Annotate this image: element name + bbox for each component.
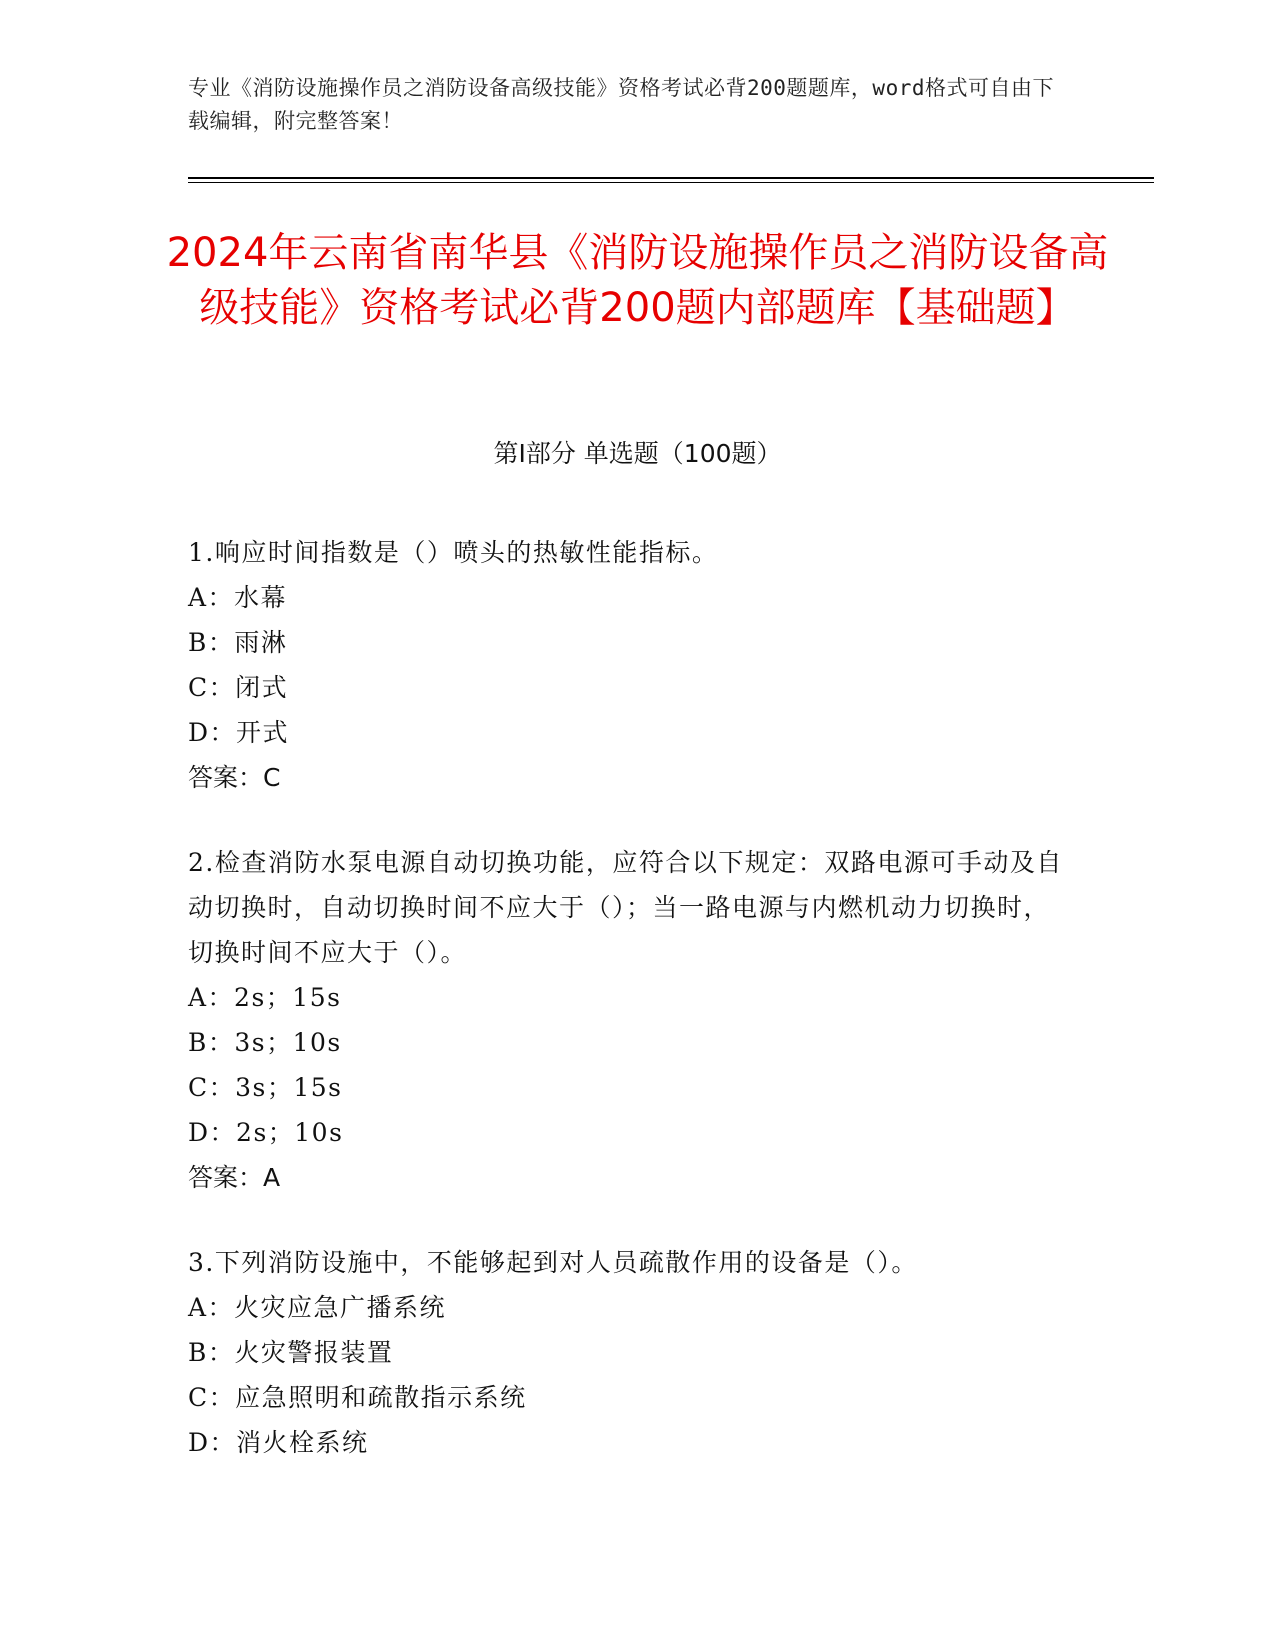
question-1 bbox=[188, 530, 1068, 800]
option-b: B：雨淋 bbox=[188, 628, 288, 657]
question-stem: 3.下列消防设施中，不能够起到对人员疏散作用的设备是（）。 bbox=[188, 1248, 918, 1277]
option-a: A：水幕 bbox=[188, 583, 288, 612]
option-b: B：3s；10s bbox=[188, 1028, 342, 1057]
question-stem: 2.检查消防水泵电源自动切换功能，应符合以下规定：双路电源可手动及自动切换时，自动切换时间不应大于（）；当一路电源与内燃机动力切换时，切换时间不应大于（）。 bbox=[188, 848, 1063, 967]
option-b: B：火灾警报装置 bbox=[188, 1338, 394, 1367]
answer-line: 答案：C bbox=[188, 763, 281, 792]
option-c: C：3s；15s bbox=[188, 1073, 343, 1102]
option-d: D：开式 bbox=[188, 718, 290, 747]
option-d: D：2s；10s bbox=[188, 1118, 344, 1147]
question-3 bbox=[188, 1240, 1068, 1465]
option-a: A：火灾应急广播系统 bbox=[188, 1293, 447, 1322]
section-heading: 第Ⅰ部分 单选题（100题） bbox=[493, 439, 782, 468]
header-note: 专业《消防设施操作员之消防设备高级技能》资格考试必背200题题库，word格式可自由下载编辑，附完整答案！ bbox=[188, 76, 1054, 133]
option-d: D：消火栓系统 bbox=[188, 1428, 369, 1457]
option-a: A：2s；15s bbox=[188, 983, 342, 1012]
document-title: 2024年云南省南华县《消防设施操作员之消防设备高级技能》资格考试必背200题内部题库【基础题】 bbox=[166, 230, 1109, 331]
option-c: C：闭式 bbox=[188, 673, 289, 702]
option-c: C：应急照明和疏散指示系统 bbox=[188, 1383, 527, 1412]
answer-line: 答案：A bbox=[188, 1163, 281, 1192]
header-divider-thin bbox=[188, 182, 1154, 183]
question-stem: 1.响应时间指数是（）喷头的热敏性能指标。 bbox=[188, 538, 719, 567]
question-list bbox=[188, 530, 1068, 1505]
question-2 bbox=[188, 840, 1068, 1200]
header-divider-thick bbox=[188, 177, 1154, 179]
